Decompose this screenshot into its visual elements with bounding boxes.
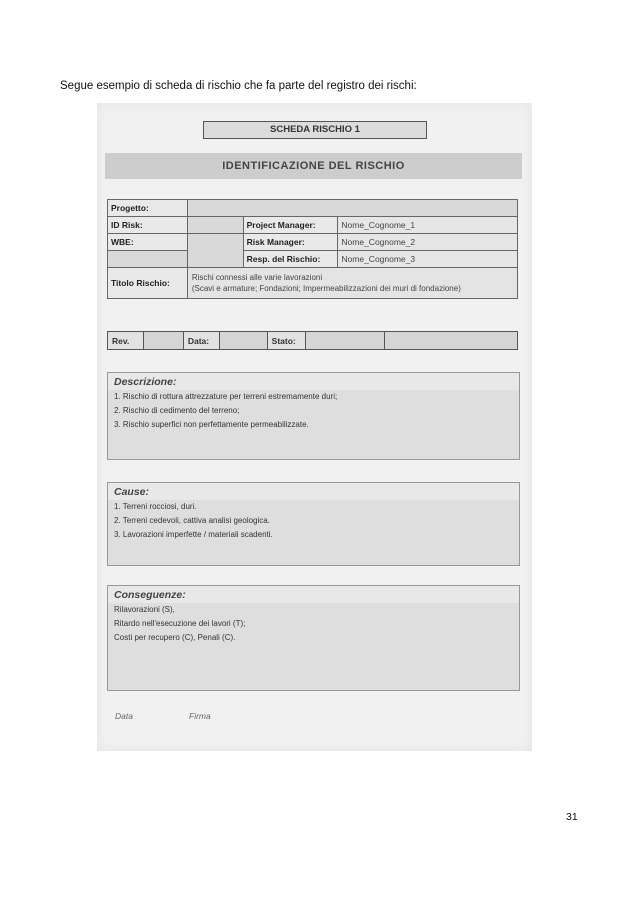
project-manager-value: Nome_Cognome_1 <box>338 217 518 234</box>
list-item: Ritardo nell'esecuzione dei lavori (T); <box>114 619 246 628</box>
footer-data-label: Data <box>115 711 133 721</box>
table-row <box>108 200 518 217</box>
page-number: 31 <box>566 811 578 823</box>
risk-manager-label: Risk Manager: <box>243 234 338 251</box>
list-item: 2. Terreni cedevoli, cattiva analisi geologica. <box>114 516 270 525</box>
section-heading: IDENTIFICAZIONE DEL RISCHIO <box>105 153 522 179</box>
titolo-value <box>187 268 517 299</box>
table-row <box>108 217 518 234</box>
table-row <box>108 268 518 299</box>
list-item: Costi per recupero (C), Penali (C). <box>114 633 236 642</box>
resp-label: Resp. del Rischio: <box>243 251 338 268</box>
project-manager-label: Project Manager: <box>243 217 338 234</box>
id-risk-value <box>187 217 243 234</box>
table-row <box>108 251 518 268</box>
list-item: Rilavorazioni (S), <box>114 605 175 614</box>
risk-manager-value: Nome_Cognome_2 <box>338 234 518 251</box>
stato-extra <box>385 332 518 350</box>
id-risk-label: ID Risk: <box>108 217 188 234</box>
progetto-label: Progetto: <box>108 200 188 217</box>
titolo-label: Titolo Rischio: <box>108 268 188 299</box>
risk-sheet-scan <box>97 103 532 751</box>
descrizione-section <box>107 372 520 460</box>
revision-table <box>107 331 518 350</box>
risk-info-table <box>107 199 518 299</box>
footer-firma-label: Firma <box>189 711 211 721</box>
wbe-label: WBE: <box>108 234 188 251</box>
cause-section <box>107 482 520 566</box>
rev-label: Rev. <box>108 332 144 350</box>
list-item: 2. Rischio di cedimento del terreno; <box>114 406 240 415</box>
list-item: 1. Rischio di rottura attrezzature per terreni estremamente duri; <box>114 392 338 401</box>
rev-value <box>143 332 183 350</box>
list-item: 3. Lavorazioni imperfette / materiali scadenti. <box>114 530 273 539</box>
progetto-value <box>187 200 517 217</box>
conseguenze-section <box>107 585 520 691</box>
list-item: 3. Rischio superfici non perfettamente permeabilizzate. <box>114 420 309 429</box>
titolo-line-1: Rischi connessi alle varie lavorazioni <box>191 273 323 282</box>
wbe-extra <box>108 251 188 268</box>
resp-value: Nome_Cognome_3 <box>338 251 518 268</box>
cause-header: Cause: <box>108 483 519 500</box>
wbe-value <box>187 234 243 268</box>
table-row <box>108 234 518 251</box>
stato-label: Stato: <box>267 332 305 350</box>
titolo-line-2: (Scavi e armature; Fondazioni; Impermeabilizzazioni dei muri di fondazione) <box>191 284 461 293</box>
intro-text: Segue esempio di scheda di rischio che fa parte del registro dei rischi: <box>60 80 417 92</box>
table-row <box>108 332 518 350</box>
sheet-title: SCHEDA RISCHIO 1 <box>203 121 427 139</box>
conseguenze-header: Conseguenze: <box>108 586 519 603</box>
data-label: Data: <box>183 332 219 350</box>
data-value <box>219 332 267 350</box>
list-item: 1. Terreni rocciosi, duri. <box>114 502 197 511</box>
descrizione-header: Descrizione: <box>108 373 519 390</box>
stato-value <box>305 332 385 350</box>
